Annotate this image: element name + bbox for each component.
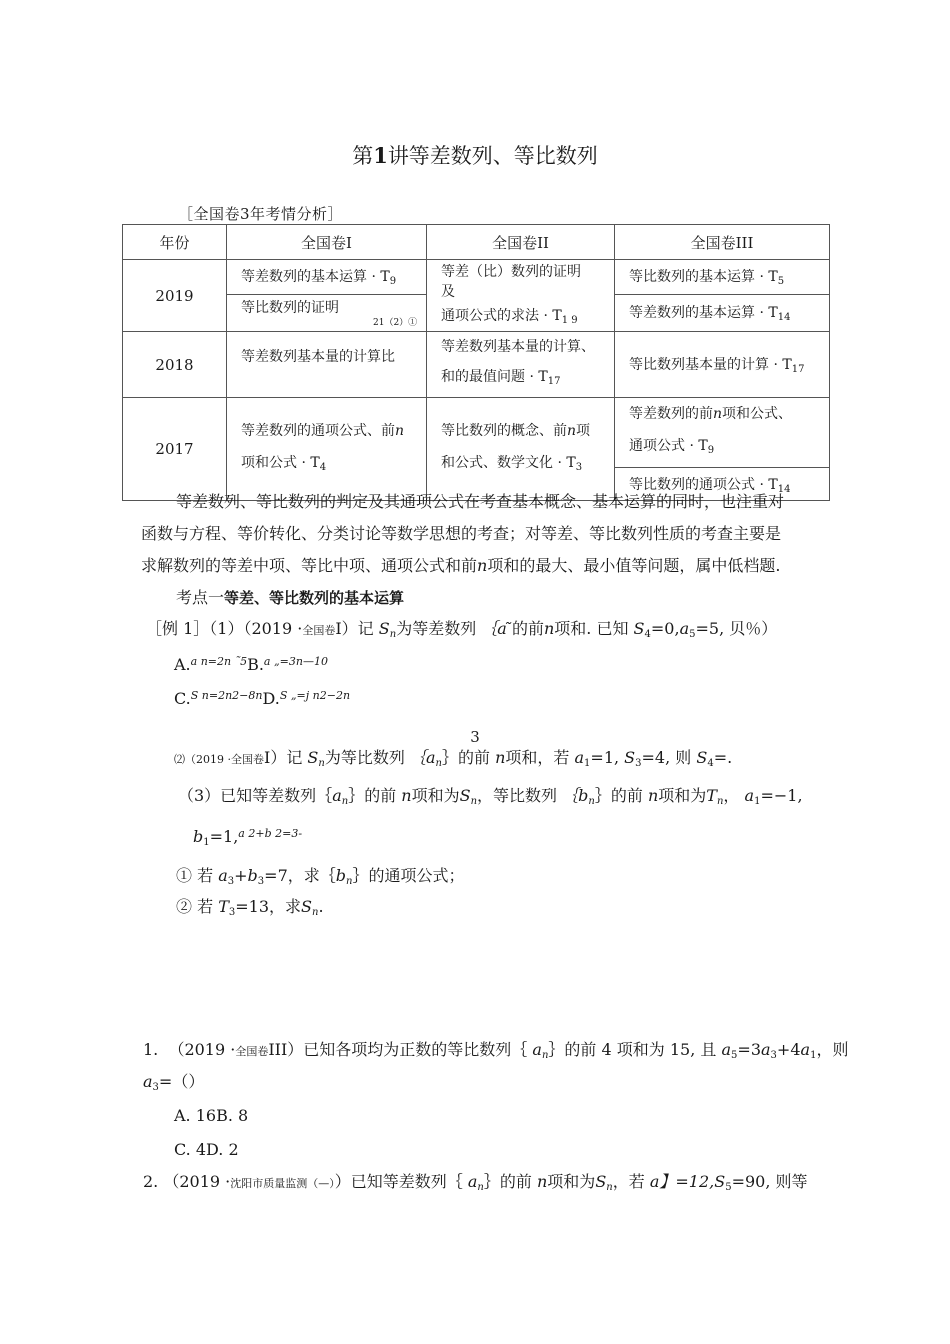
header-paper-1: 全国卷I [227,225,427,260]
title-prefix: 第 [352,144,374,168]
example-1-part-3-line2: $b_1=1,^{a 2+b 2=3-}$ [193,827,303,848]
header-year: 年份 [123,225,227,260]
analysis-line-1: 等差数列、等比数列的判定及其通项公式在考查基本概念、基本运算的同时，也注重对 [176,492,785,511]
cell-2018-1: 等差数列基本量的计算比 [227,332,427,398]
header-paper-3: 全国卷III [615,225,830,260]
cell-2017-1: 等差数列的通项公式、前n 项和公式 · $T_4$ [227,398,427,501]
options-ab: A.$^{a n=2n ˜5}$B.$^{a „=3n—10}$ [174,655,328,674]
example-1-part-3-i: ① 若 $a_3+b_3=7$，求$\{b_n\}$的通项公式； [176,866,465,887]
example-1-part-3: （3）已知等差数列$\{a_n\}$的前 n项和为$S_n$，等比数列 $\{b_n\}$的前 n项和为$T_n$， $a_1=-1$, [178,786,803,807]
cell-2017-2: 等比数列的概念、前n项 和公式、数学文化 · $T_3$ [427,398,615,501]
analysis-line-2: 函数与方程、等价转化、分类讨论等数学思想的考查；对等差、等比数列性质的考查主要是 [141,524,782,543]
cell-2019-3b: 等差数列的基本运算 · $T_{14}$ [615,294,830,331]
cell-2018-3: 等比数列基本量的计算 · $T_{17}$ [615,332,830,398]
analysis-line-3: 求解数列的等差中项、等比中项、通项公式和前n项和的最大、最小值等问题，属中低档题. [141,556,781,575]
table-row-2019a [123,260,830,295]
table-header-row [123,225,830,260]
cell-2019-2: 等差（比）数列的证明 及 通项公式的求法 · $T_{1 9}$ [427,260,615,332]
year-2017: 2017 [123,398,227,501]
year-2018: 2018 [123,332,227,398]
section-label: ［全国卷3年考情分析］ [178,205,344,223]
cell-2019-1b: 等比数列的证明 21（2）① [227,294,427,331]
title-text: 讲等差数列、等比数列 [387,144,598,168]
title-number: 1 [373,143,388,168]
page-title [0,140,950,170]
example-1-part-3-ii: ② 若 $T_3=13$，求$S_n$. [176,897,324,918]
problem-1: 1. （2019 ·全国卷III）已知各项均为正数的等比数列｛ $a_n\}$的前 4 项和为 15, 且 $a_5=3a_3+4a_1$，则 [143,1040,849,1061]
problem-1-options-cd: C. 4D. 2 [174,1140,239,1159]
kaodian-heading: 考点一等差、等比数列的基本运算 [176,588,405,607]
table-row-2017a [123,398,830,468]
cell-2017-3b: 等比数列的通项公式 · $T_{14}$ [615,468,830,501]
example-1-question: ［例 1］（1）（2019 ·全国卷I）记 $S_n$为等差数列 ｛a ̃的前n项和. 已知 $S_4=0,a_5=5$, 贝％） [146,619,778,640]
cell-2017-3a: 等差数列的前n项和公式、 通项公式 · $T_9$ [615,398,830,468]
problem-2: 2. （2019 ·沈阳市质量监测（—））已知等差数列｛ $a_n\}$的前 n项和为$S_n$，若 a】$=12,S_5=90$, 则等 [143,1172,808,1193]
year-2019: 2019 [123,260,227,332]
options-cd: C.$^{S n=2n2-8n}$D.$^{S „=j n2-2n}$ [174,689,351,708]
header-paper-2: 全国卷II [427,225,615,260]
example-1-part-2: ⑵（2019 ·全国卷I）记 $S_n$为等比数列 $\{a_n\}$的前 n项和，若 $a_1=1$, $S_3=4$, 则 $S_4=$. [174,748,733,769]
exam-analysis-table [122,224,830,501]
cell-2019-3a: 等比数列的基本运算 · $T_5$ [615,260,830,295]
problem-1-options-ab: A. 16B. 8 [174,1106,249,1125]
cell-2019-1a: 等差数列的基本运算 · $T_9$ [227,260,427,295]
problem-1-line2: $a_3=()$ [143,1072,205,1093]
table-row-2018 [123,332,830,398]
page-number: 3 [470,728,480,746]
cell-2018-2: 等差数列基本量的计算、 和的最值问题 · $T_{17}$ [427,332,615,398]
